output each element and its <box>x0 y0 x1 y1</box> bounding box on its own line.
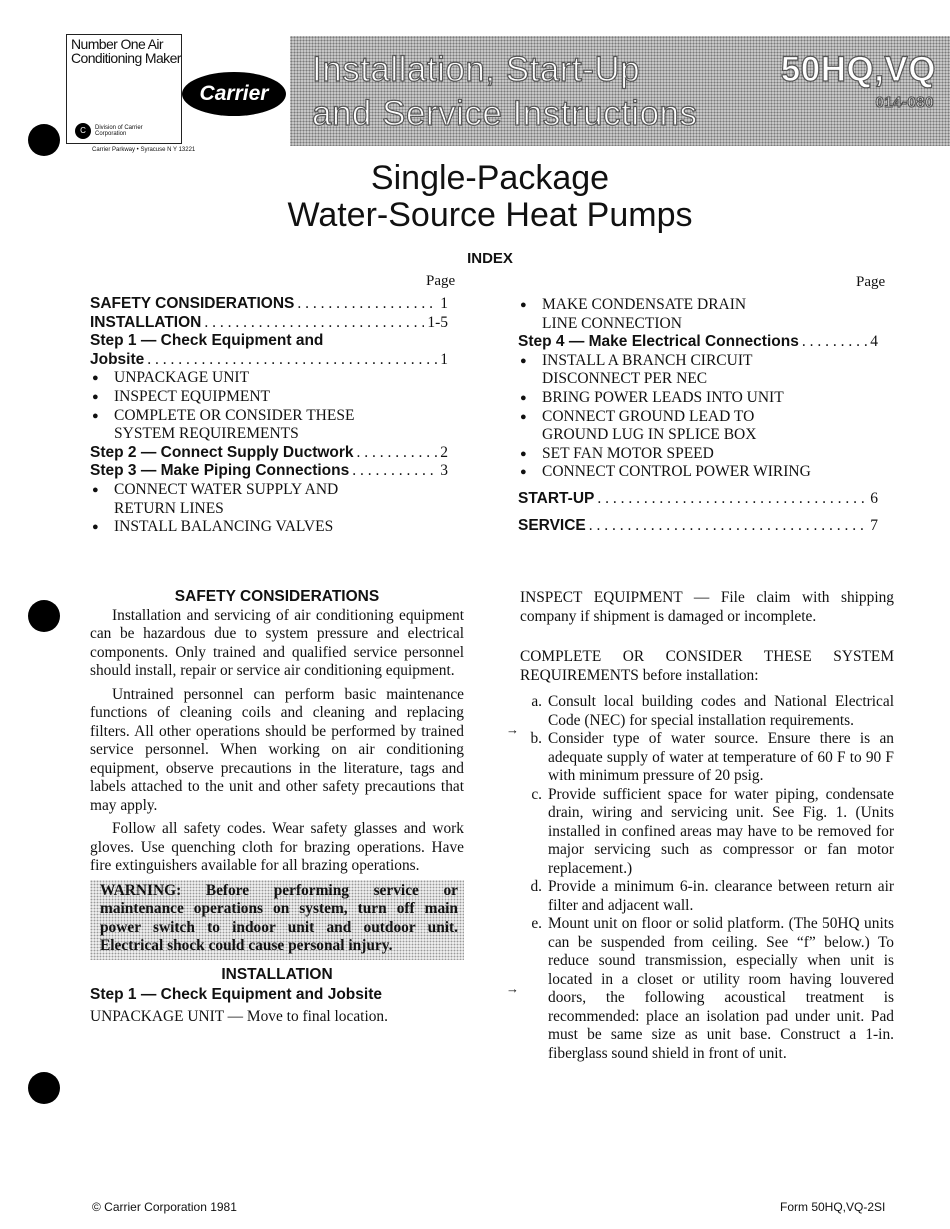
banner-line-1: Installation, Start-Up <box>312 50 641 89</box>
index-entry-step2: Step 2 — Connect Supply Ductwork . . . 2 <box>90 444 448 463</box>
index-item: ● INSTALL BALANCING VALVES <box>90 518 448 537</box>
index-item: ● BRING POWER LEADS INTO UNIT <box>518 389 878 408</box>
index-entry-startup: START-UP . . . 6 <box>518 490 878 509</box>
index-page-label-right: Page <box>856 274 886 290</box>
list-item: c. Provide sufficient space for water piping, condensate drain, wiring and servicing unit. See Fig. 1. (Units installed in confined areas may have to be removed for major servicing such as compressor or fan motor replacement.) <box>531 785 894 877</box>
copyright: © Carrier Corporation 1981 <box>92 1200 237 1214</box>
binder-hole-2 <box>28 600 60 632</box>
index-item-continued: SYSTEM REQUIREMENTS <box>114 425 299 443</box>
section-heading-safety: SAFETY CONSIDERATIONS <box>174 588 380 605</box>
requirements-list <box>520 693 894 1063</box>
title-line-1: Single-Package <box>370 159 610 197</box>
left-column <box>90 588 464 1026</box>
model-number: 50HQ,VQ <box>780 50 936 89</box>
index-page-label-left: Page <box>426 273 456 289</box>
paragraph: Follow all safety codes. Wear safety glasses and work gloves. Use quenching cloth for brazing operations. Have fire extinguishers available for all brazing operations. <box>90 820 464 874</box>
index-item: ● CONNECT WATER SUPPLY AND <box>90 481 448 500</box>
address: Carrier Parkway • Syracuse N Y 13221 <box>92 147 196 153</box>
right-column <box>520 589 894 1063</box>
form-number: 014-080 <box>875 94 934 111</box>
index-entry-step3: Step 3 — Make Piping Connections . . . 3 <box>90 462 448 481</box>
list-item: d. Provide a minimum 6-in. clearance between return air filter and adjacent wall. <box>530 878 894 914</box>
division-icon: C <box>75 123 91 139</box>
list-item: a. Consult local building codes and National Electrical Code (NEC) for special installation requirements. <box>531 693 894 729</box>
list-item: e. Mount unit on floor or solid platform. (The 50HQ units can be suspended from ceiling. See “f” below.) To reduce sound transmission, especially when unit is located in a closet or utility room having louvered doors, the following acoustical treatment is recommended: place an isolation pad under unit. Pad must be same size as unit base. Construct a 1-in. fiberglass sound shield in front of unit. <box>531 915 894 1062</box>
index-entry-service: SERVICE . . . 7 <box>518 517 878 536</box>
index-entry-step1: Step 1 — Check Equipment and <box>90 332 324 350</box>
revision-arrow-icon: → <box>506 981 519 996</box>
logo-box <box>66 34 182 144</box>
list-item: b. Consider type of water source. Ensure there is an adequate supply of water at temperature of 60 F to 90 F with minimum pressure of 20 psig. <box>530 730 894 784</box>
index-right <box>518 296 878 535</box>
form-label: Form 50HQ,VQ-2SI <box>780 1200 886 1214</box>
index-item: ● MAKE CONDENSATE DRAIN <box>518 296 878 315</box>
index-item: ● INSTALL A BRANCH CIRCUIT <box>518 352 878 371</box>
title-banner <box>290 36 950 146</box>
index-entry-installation: INSTALLATION . . . 1-5 <box>90 314 448 333</box>
banner-line-2: and Service Instructions <box>312 94 698 133</box>
warning-box: WARNING: Before performing service or maintenance operations on system, turn off main power switch to indoor unit and outdoor unit. Electrical shock could cause personal injury. <box>90 880 464 960</box>
paragraph: UNPACKAGE UNIT — Move to final location. <box>90 1007 388 1025</box>
index-item-continued: RETURN LINES <box>114 499 224 517</box>
index-item-continued: LINE CONNECTION <box>542 314 682 332</box>
revision-arrow-icon: → <box>506 722 519 737</box>
index-item-continued: GROUND LUG IN SPLICE BOX <box>542 426 757 444</box>
paragraph: INSPECT EQUIPMENT — File claim with shipping company if shipment is damaged or incomplete. <box>520 589 894 625</box>
index-entry-safety: SAFETY CONSIDERATIONS . . . 1 <box>90 295 448 314</box>
tagline: Number One Air Conditioning Maker <box>71 36 181 66</box>
index-item: ● SET FAN MOTOR SPEED <box>518 445 878 464</box>
paragraph: Untrained personnel can perform basic maintenance functions of cleaning coils and cleaning and replacing filters. All other operations should be performed by trained service personnel. When working on air conditioning equipment, observe precautions in the literature, tags and labels attached to the unit and other safety precautions that may apply. <box>90 685 464 814</box>
document-title <box>0 160 950 234</box>
index-item-continued: DISCONNECT PER NEC <box>542 370 708 388</box>
binder-hole-3 <box>28 1072 60 1104</box>
carrier-logo: Carrier <box>182 72 286 116</box>
index-item: ● CONNECT GROUND LEAD TO <box>518 408 878 427</box>
title-line-2: Water-Source Heat Pumps <box>287 196 693 234</box>
paragraph: COMPLETE OR CONSIDER THESE SYSTEM REQUIREMENTS before installation: <box>520 648 894 684</box>
index-item: ● INSPECT EQUIPMENT <box>90 388 448 407</box>
index-item: ● COMPLETE OR CONSIDER THESE <box>90 407 448 426</box>
index-left <box>90 295 448 537</box>
division-text: Division of Carrier Corporation <box>95 125 143 137</box>
index-title: INDEX <box>467 250 513 267</box>
binder-hole-1 <box>28 124 60 156</box>
step-heading: Step 1 — Check Equipment and Jobsite <box>90 986 382 1003</box>
section-heading-installation: INSTALLATION <box>221 965 333 983</box>
index-entry-step4: Step 4 — Make Electrical Connections . . . 4 <box>518 333 878 352</box>
index-item: ● UNPACKAGE UNIT <box>90 369 448 388</box>
index-item: ● CONNECT CONTROL POWER WIRING <box>518 463 878 482</box>
paragraph: Installation and servicing of air conditioning equipment can be hazardous due to system pressure and electrical components. Only trained and qualified service personnel should install, repair or service air conditioning equipment. <box>90 606 464 679</box>
index-entry-step1-jobsite: Jobsite . . . 1 <box>90 351 448 370</box>
